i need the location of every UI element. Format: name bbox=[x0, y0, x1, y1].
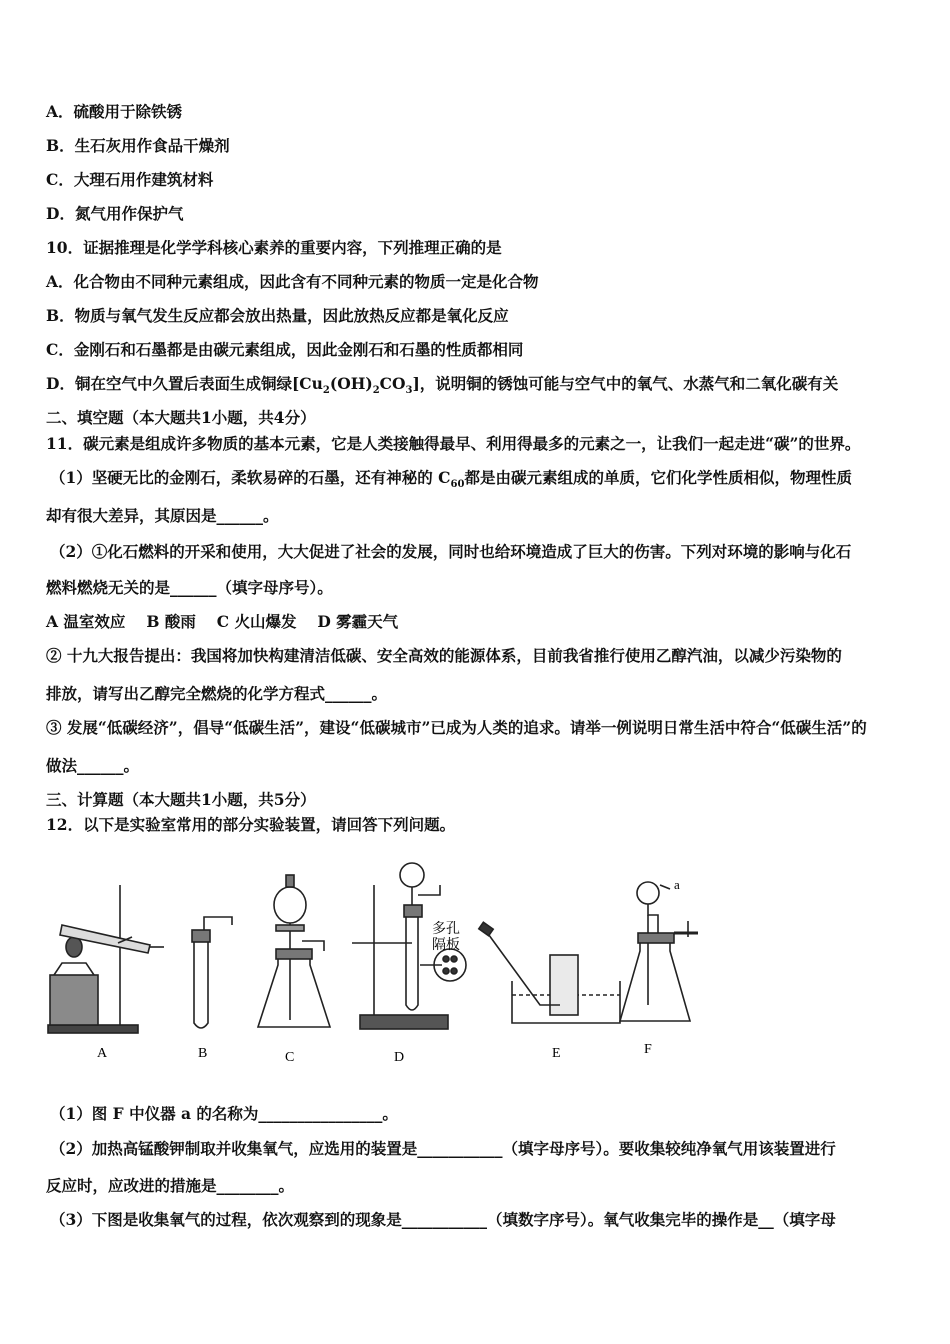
q12-part1: （1）图 F 中仪器 a 的名称为________________。 bbox=[50, 1104, 398, 1123]
q9-option-a: A．硫酸用于除铁锈 bbox=[46, 102, 183, 121]
q10-option-a: A．化合物由不同种元素组成，因此含有不同种元素的物质一定是化合物 bbox=[46, 272, 539, 291]
apparatus-d-plate-label-2: 隔板 bbox=[432, 938, 460, 953]
q9-option-c: C．大理石用作建筑材料 bbox=[46, 170, 214, 189]
q12-part3: （3）下图是收集氧气的过程，依次观察到的现象是___________（填数字序号）。氧气收集完毕的操作是__（填字母 bbox=[50, 1210, 836, 1229]
apparatus-label-F: F bbox=[644, 1042, 652, 1057]
q11-part2-line2: 燃料燃烧无关的是______（填字母序号）。 bbox=[46, 578, 333, 597]
apparatus-figure bbox=[40, 855, 740, 1070]
q11-part2-3-line2: 做法______。 bbox=[46, 756, 140, 775]
section-3-heading: 三、计算题（本大题共1小题，共5分） bbox=[46, 790, 316, 809]
q9-option-d: D．氮气用作保护气 bbox=[46, 204, 184, 223]
apparatus-b bbox=[192, 917, 232, 1028]
q12-part2-line2: 反应时，应改进的措施是________。 bbox=[46, 1176, 295, 1195]
q10-option-d: D．铜在空气中久置后表面生成铜绿$[Cu_2(OH)_2CO_3]$，说明铜的锈蚀可能与空气中的氧气、水蒸气和二氧化碳有关 bbox=[46, 374, 839, 397]
apparatus-a bbox=[48, 885, 164, 1033]
q9-option-b: B．生石灰用作食品干燥剂 bbox=[46, 136, 230, 155]
apparatus-label-D: D bbox=[394, 1050, 405, 1065]
q10-stem: 10．证据推理是化学学科核心素养的重要内容，下列推理正确的是 bbox=[46, 238, 502, 257]
q11-part2-3: ③ 发展“低碳经济”，倡导“低碳生活”，建设“低碳城市”已成为人类的追求。请举一例说明日常生活中符合“低碳生活”的 bbox=[46, 718, 867, 737]
q12-stem: 12．以下是实验室常用的部分实验装置，请回答下列问题。 bbox=[46, 815, 456, 834]
apparatus-e bbox=[479, 922, 620, 1023]
q12-part2: （2）加热高锰酸钾制取并收集氧气，应选用的装置是___________（填字母序号）。要收集较纯净氧气用该装置进行 bbox=[50, 1139, 836, 1158]
apparatus-f bbox=[620, 882, 698, 1021]
apparatus-c bbox=[258, 875, 330, 1027]
q11-part1: （1）坚硬无比的金刚石，柔软易碎的石墨，还有神秘的 $C_{60}$都是由碳元素组成的单质，它们化学性质相似，物理性质 bbox=[50, 468, 852, 491]
q11-part2: （2）①化石燃料的开采和使用，大大促进了社会的发展，同时也给环境造成了巨大的伤害。下列对环境的影响与化石 bbox=[50, 542, 852, 561]
q10-option-b: B．物质与氧气发生反应都会放出热量，因此放热反应都是氧化反应 bbox=[46, 306, 509, 325]
q11-part2-2-line2: 排放，请写出乙醇完全燃烧的化学方程式______。 bbox=[46, 684, 388, 703]
apparatus-label-C: C bbox=[285, 1050, 295, 1065]
q11-part2-options: A 温室效应 B 酸雨 C 火山爆发 D 雾霾天气 bbox=[46, 612, 399, 631]
q11-part1-line2: 却有很大差异，其原因是______。 bbox=[46, 506, 279, 525]
apparatus-d-plate-label-1: 多孔 bbox=[432, 922, 460, 937]
q11-stem: 11．碳元素是组成许多物质的基本元素，它是人类接触得最早、利用得最多的元素之一，让我们一起走进“碳”的世界。 bbox=[46, 434, 861, 453]
apparatus-label-B: B bbox=[198, 1046, 208, 1061]
q11-part2-2: ② 十九大报告提出：我国将加快构建清洁低碳、安全高效的能源体系，目前我省推行使用乙醇汽油，以减少污染物的 bbox=[46, 646, 842, 665]
q10-option-c: C．金刚石和石墨都是由碳元素组成，因此金刚石和石墨的性质都相同 bbox=[46, 340, 524, 359]
apparatus-f-label-a: a bbox=[674, 877, 680, 892]
section-2-heading: 二、填空题（本大题共1小题，共4分） bbox=[46, 408, 316, 427]
apparatus-label-E: E bbox=[552, 1046, 561, 1061]
apparatus-label-A: A bbox=[97, 1046, 108, 1061]
